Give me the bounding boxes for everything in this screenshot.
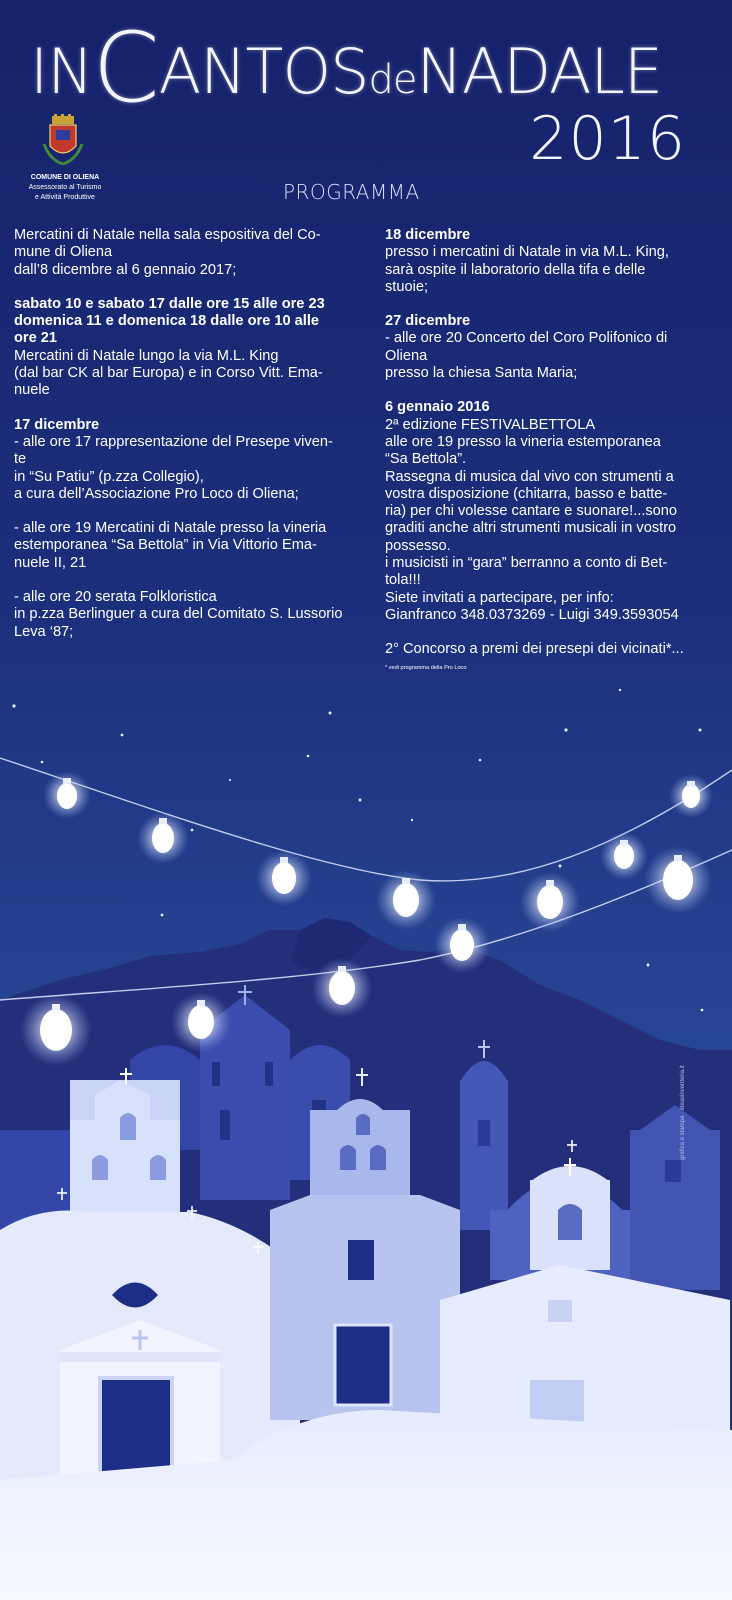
print-credit: grafica e stampa · ideasinventeria.it — [680, 1065, 686, 1160]
text-line: stuoie; — [385, 278, 428, 295]
text-line: - alle ore 20 serata Folkloristica — [14, 589, 217, 606]
text-line: a cura dell’Associazione Pro Loco di Oliena; — [14, 485, 299, 502]
text-line: presso i mercatini di Natale in via M.L. King, — [385, 244, 669, 261]
left-column — [14, 227, 369, 641]
date-heading: 6 gennaio 2016 — [385, 399, 490, 416]
programma-heading: PROGRAMMA — [283, 180, 420, 204]
title-nadale: NADALE — [416, 35, 663, 108]
text-line: Oliena — [385, 347, 428, 364]
oliena-crest-icon — [40, 114, 86, 174]
text-line: i musicisti in “gara” berranno a conto di Bet- — [385, 555, 668, 572]
title-in: IN — [30, 35, 93, 108]
text-line: te — [14, 451, 27, 468]
text-line: - alle ore 20 Concerto del Coro Polifonico di — [385, 330, 668, 347]
text-line: Rassegna di musica dal vivo con strumenti a — [385, 468, 674, 485]
text-line: nuele II, 21 — [14, 554, 87, 571]
title-de: de — [368, 57, 417, 103]
text-line: Siete invitati a partecipare, per info: — [385, 589, 614, 606]
date-heading: 17 dicembre — [14, 416, 100, 433]
title-antos: ANTOS — [158, 35, 369, 108]
bold-line: sabato 10 e sabato 17 dalle ore 15 alle ore 23 — [14, 295, 325, 312]
text-line: estemporanea “Sa Bettola” in Via Vittorio Ema- — [14, 537, 317, 554]
text-line: sarà ospite il laboratorio della tifa e delle — [385, 261, 646, 278]
text-line: alle ore 19 presso la vineria estemporanea — [385, 433, 661, 450]
comune-block — [20, 173, 110, 203]
comune-line3: e Attività Produttive — [35, 194, 95, 201]
text-line: Gianfranco 348.0373269 - Luigi 349.3593054 — [385, 606, 679, 623]
text-line: - alle ore 19 Mercatini di Natale presso la vineria — [14, 520, 327, 537]
text-line: in p.zza Berlinguer a cura del Comitato S. Lussorio — [14, 606, 343, 623]
bold-line: domenica 11 e domenica 18 dalle ore 10 alle — [14, 313, 320, 330]
text-line: in “Su Patiu” (p.zza Collegio), — [14, 468, 204, 485]
poster-year: 2016 — [529, 104, 686, 174]
text-line: Mercatini di Natale lungo la via M.L. King — [14, 347, 279, 364]
bold-line: ore 21 — [14, 330, 57, 347]
poster-title — [30, 12, 710, 124]
text-line: dall’8 dicembre al 6 gennaio 2017; — [14, 261, 237, 278]
text-line: Mercatini di Natale nella sala espositiva del Co- — [14, 227, 321, 243]
text-line: 2° Concorso a premi dei presepi dei vicinati*... — [385, 641, 684, 658]
text-line: Leva ‘87; — [14, 623, 74, 640]
text-line: 2ª edizione FESTIVALBETTOLA — [385, 416, 596, 433]
right-column — [385, 227, 715, 673]
text-line: (dal bar CK al bar Europa) e in Corso Vitt. Ema- — [14, 365, 323, 382]
text-line: tola!!! — [385, 572, 421, 589]
comune-line2: Assessorato al Turismo — [28, 184, 102, 191]
title-c: C — [92, 12, 159, 124]
comune-name: COMUNE DI OLIENA — [30, 174, 100, 181]
date-heading: 27 dicembre — [385, 313, 471, 330]
text-line: possesso. — [385, 537, 451, 554]
text-line: ria) per chi volesse cantare e suonare!...sono — [385, 503, 678, 520]
text-line: “Sa Bettola”. — [385, 451, 467, 468]
date-heading: 18 dicembre — [385, 227, 471, 243]
text-line: graditi anche altri strumenti musicali in vostro — [385, 520, 677, 537]
text-line: vostra disposizione (chitarra, basso e batte- — [385, 485, 668, 502]
text-line: mune di Oliena — [14, 244, 113, 261]
text-line: nuele — [14, 382, 50, 399]
text-line: - alle ore 17 rappresentazione del Presepe viven- — [14, 433, 333, 450]
footnote: * vedi programma della Pro Loco — [385, 664, 467, 671]
text-line: presso la chiesa Santa Maria; — [385, 365, 578, 382]
